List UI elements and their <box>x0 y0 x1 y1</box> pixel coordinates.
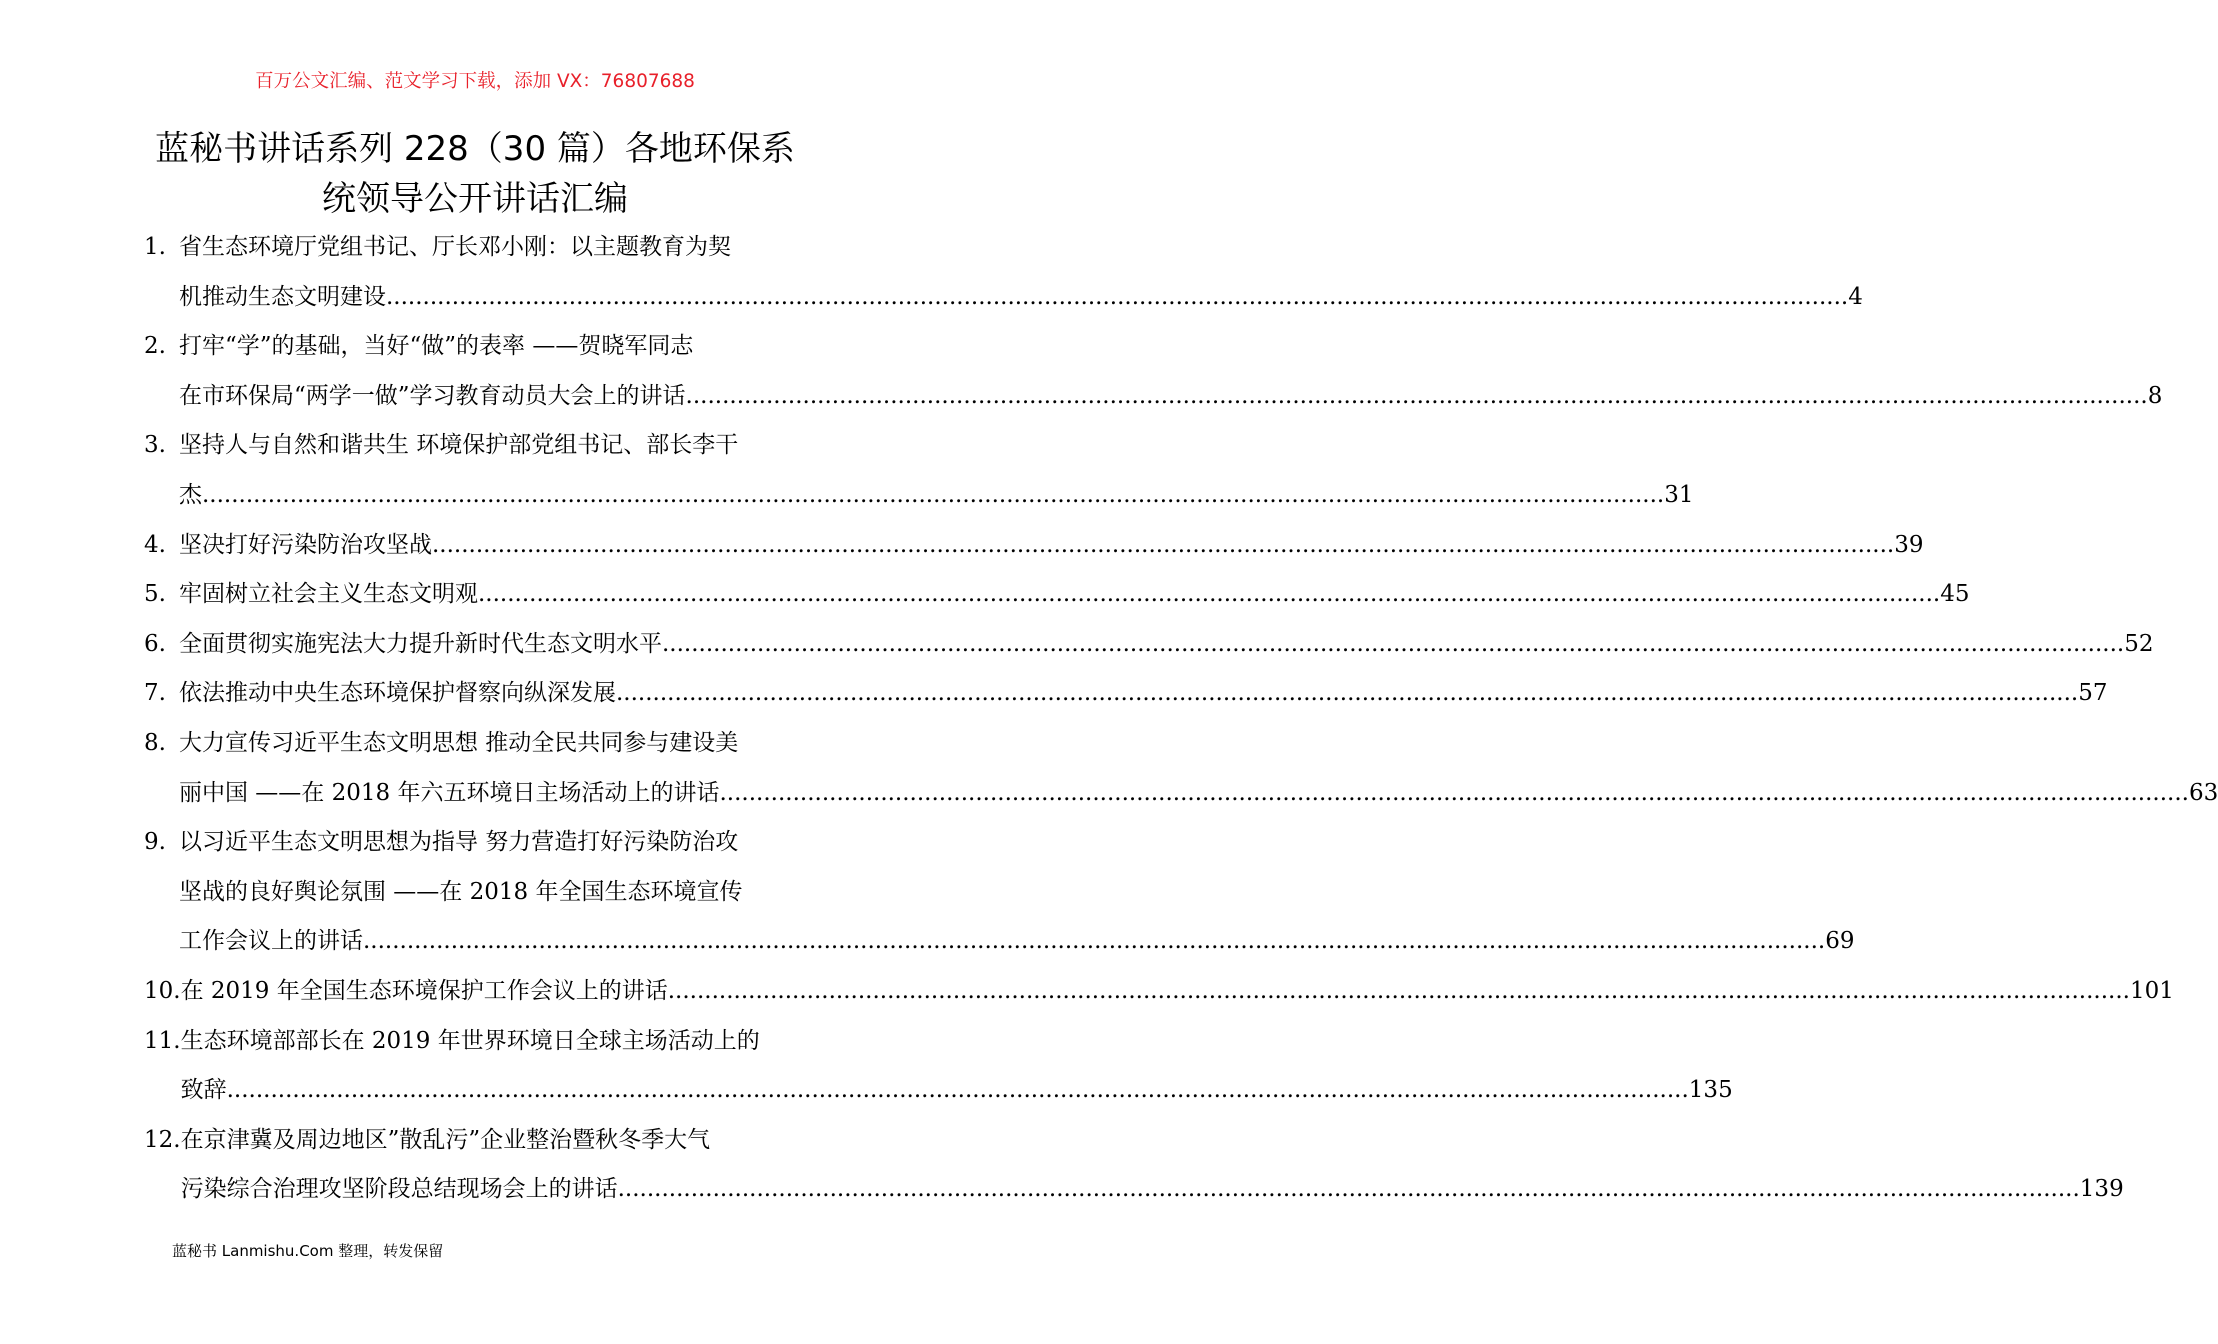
toc-entry[interactable] <box>144 421 1694 520</box>
toc-title-text: 机推动生态文明建设 <box>179 283 386 310</box>
toc-number: 10. <box>144 977 181 1004</box>
toc-title-text: 坚决打好污染防治攻坚战 <box>179 531 432 558</box>
toc-page-number: 135 <box>1688 1077 1733 1104</box>
footer-note: 蓝秘书 Lanmishu.Com 整理，转发保留 <box>172 1242 444 1260</box>
toc-title-text: 牢固树立社会主义生态文明观 <box>179 581 478 608</box>
toc-page-number: 31 <box>1664 481 1694 508</box>
toc-leader-dots: ........................................................................................................................................................................................................ <box>386 283 1849 310</box>
toc-title-text: 在 2019 年全国生态环境保护工作会议上的讲话 <box>180 977 668 1004</box>
toc-page-number: 69 <box>1825 928 1855 955</box>
toc-title-line: 大力宣传习近平生态文明思想 推动全民共同参与建设美 <box>179 729 739 756</box>
toc-leader-dots: ........................................................................................................................................................................................................ <box>662 630 2125 657</box>
toc-leader-dots: ........................................................................................................................................................................................................ <box>617 1176 2080 1203</box>
toc-page-number: 63 <box>2189 779 2218 806</box>
document-title <box>0 124 950 224</box>
toc-page-number: 57 <box>2078 680 2108 707</box>
toc-entry-body <box>181 967 2174 1017</box>
toc-last-line <box>179 471 1694 521</box>
toc-entry-body <box>179 719 2218 818</box>
toc-entry-body <box>179 521 1924 571</box>
toc-number: 7. <box>144 680 166 707</box>
promo-header: 百万公文汇编、范文学习下载，添加 VX：76807688 <box>255 71 695 92</box>
toc-page-number: 52 <box>2124 630 2154 657</box>
toc-entry-body <box>179 570 1970 620</box>
toc-entry-body <box>179 421 1694 520</box>
toc-leader-dots: ........................................................................................................................................................................................................ <box>432 531 1895 558</box>
toc-entry-body <box>179 669 2108 719</box>
toc-page-number: 39 <box>1894 531 1924 558</box>
toc-title-text: 杰 <box>179 481 202 508</box>
toc-last-line <box>179 521 1924 571</box>
toc-page-number: 101 <box>2129 977 2174 1004</box>
toc-number: 9. <box>144 829 166 856</box>
toc-entry[interactable] <box>144 1017 1733 1116</box>
toc-number: 4. <box>144 531 166 558</box>
toc-leader-dots: ........................................................................................................................................................................................................ <box>202 481 1665 508</box>
toc-entry[interactable] <box>144 967 2174 1017</box>
toc-number: 3. <box>144 432 166 459</box>
toc-entry-body <box>179 620 2154 670</box>
toc-entry-body <box>181 1116 2124 1215</box>
toc-last-line <box>181 1066 1733 1116</box>
toc-entry[interactable] <box>144 719 2218 818</box>
toc-number: 8. <box>144 729 166 756</box>
toc-title-text: 丽中国 ——在 2018 年六五环境日主场活动上的讲话. <box>179 779 727 806</box>
toc-last-line <box>179 372 2162 422</box>
toc-number: 1. <box>144 234 166 260</box>
toc-page-number: 4 <box>1848 283 1863 310</box>
toc-last-line <box>179 917 1855 967</box>
toc-number: 2. <box>144 333 166 360</box>
toc-leader-dots: ........................................................................................................................................................................................................ <box>616 680 2079 707</box>
title-line-2: 统领导公开讲话汇编 <box>322 179 628 219</box>
toc-last-line <box>179 769 2218 819</box>
toc-page-number: 8 <box>2147 382 2163 409</box>
toc-number: 12. <box>144 1126 181 1153</box>
toc-leader-dots: ........................................................................................................................................................................................................ <box>685 382 2148 409</box>
toc-title-text: 依法推动中央生态环境保护督察向纵深发展 <box>179 680 616 707</box>
toc-title-text: 致辞 <box>180 1077 227 1104</box>
title-line-1: 蓝秘书讲话系列 228（30 篇）各地环保系 <box>155 129 795 169</box>
toc-entry-body <box>179 818 1855 967</box>
toc-title-text: 在市环保局“两学一做”学习教育动员大会上的讲话 <box>179 382 686 409</box>
toc-entry-body <box>181 1017 1733 1116</box>
toc-entry-body <box>179 322 2162 421</box>
toc-entry[interactable] <box>144 1116 2124 1215</box>
toc-title-line: 坚战的良好舆论氛围 ——在 2018 年全国生态环境宣传 <box>179 878 743 905</box>
toc-leader-dots: ........................................................................................................................................................................................................ <box>478 581 1941 608</box>
toc-last-line <box>179 669 2108 719</box>
toc-entry[interactable] <box>144 669 2108 719</box>
toc-title-line: 生态环境部部长在 2019 年世界环境日全球主场活动上的 <box>180 1027 760 1054</box>
toc-title-line: 坚持人与自然和谐共生 环境保护部党组书记、部长李干 <box>179 432 739 459</box>
toc-title-text: 工作会议上的讲话 <box>179 928 363 955</box>
toc-last-line <box>179 570 1970 620</box>
table-of-contents <box>144 223 2218 1215</box>
toc-title-line: 打牢“学”的基础，当好“做”的表率 ——贺晓军同志 <box>179 333 694 360</box>
toc-title-line: 以习近平生态文明思想为指导 努力营造打好污染防治攻 <box>179 829 739 856</box>
toc-entry-body <box>179 223 1863 322</box>
toc-number: 6. <box>144 630 166 657</box>
toc-last-line <box>179 620 2154 670</box>
toc-leader-dots: ........................................................................................................................................................................................................ <box>726 779 2189 806</box>
toc-leader-dots: ........................................................................................................................................................................................................ <box>667 977 2130 1004</box>
toc-number: 5. <box>144 581 166 608</box>
toc-last-line <box>179 273 1863 323</box>
toc-title-line: 在京津冀及周边地区”散乱污”企业整治暨秋冬季大气 <box>180 1126 711 1153</box>
toc-last-line <box>181 967 2174 1017</box>
toc-entry[interactable] <box>144 223 1863 322</box>
toc-leader-dots: ........................................................................................................................................................................................................ <box>226 1077 1689 1104</box>
toc-number: 11. <box>144 1027 181 1054</box>
toc-title-text: 全面贯彻实施宪法大力提升新时代生态文明水平 <box>179 630 662 657</box>
toc-page-number: 139 <box>2079 1176 2124 1203</box>
toc-title-line: 省生态环境厅党组书记、厅长邓小刚：以主题教育为契 <box>179 234 731 260</box>
toc-entry[interactable] <box>144 620 2154 670</box>
toc-title-text: 污染综合治理攻坚阶段总结现场会上的讲话 <box>180 1176 618 1203</box>
toc-entry[interactable] <box>144 521 1924 571</box>
toc-leader-dots: ........................................................................................................................................................................................................ <box>363 928 1826 955</box>
toc-entry[interactable] <box>144 818 1855 967</box>
toc-entry[interactable] <box>144 322 2163 421</box>
toc-page-number: 45 <box>1940 581 1970 608</box>
toc-entry[interactable] <box>144 570 1970 620</box>
toc-last-line <box>181 1165 2124 1215</box>
